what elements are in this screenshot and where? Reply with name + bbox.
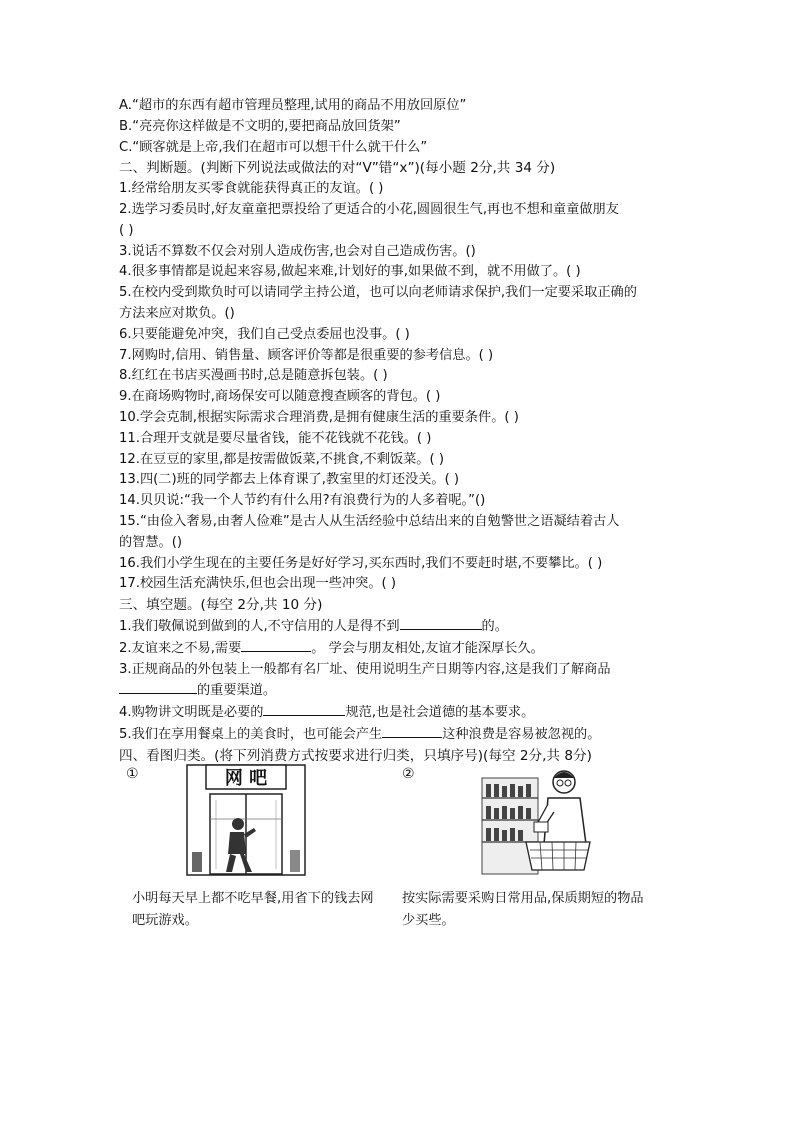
fill-item-1 [119,616,679,638]
judge-item: 9.在商场购物时,商场保安可以随意搜查顾客的背包。( ) [119,389,441,405]
internet-cafe-illustration [186,764,306,876]
judge-item: 2.选学习委员时,好友童童把票投给了更适合的小花,圆圆很生气,再也不想和童童做朋友 [119,201,619,217]
fill-text: 3.正规商品的外包装上一般都有名厂址、使用说明生产日期等内容,这是我们了解商品 [119,661,611,677]
judge-item: 16.我们小学生现在的主要任务是好好学习,买东西时,我们不要赶时堪,不要攀比。( ) [119,555,603,571]
option-a: A.“超市的东西有超市管理员整理,试用的商品不用放回原位” [119,98,467,113]
fill-text: 的。 [481,618,508,634]
judge-item: 1.经常给朋友买零食就能获得真正的友谊。( ) [119,181,384,197]
figure-1-caption: 小明每天早上都不吃早餐,用省下的钱去网吧玩游戏。 [132,891,374,928]
judge-item: 10.学会克制,根据实际需求合理消费,是拥有健康生活的重要条件。( ) [119,409,519,425]
figures-area [0,760,794,960]
fill-item-5 [119,724,679,746]
section4-title: 四、看图归类。(将下列消费方式按要求进行归类，只填序号)(每空 2分,共 8分) [119,747,592,764]
judge-item: 11.合理开支就是要尽量省钱，能不花钱就不花钱。( ) [119,430,432,446]
judge-item: 方法来应对欺负。() [119,305,235,321]
judge-item: 12.在豆豆的家里,都是按需做饭菜,不挑食,不剩饭菜。( ) [119,451,444,467]
judge-item: 7.网购时,信用、销售量、顾客评价等都是很重要的参考信息。( ) [119,347,494,363]
fill-item-4 [119,702,679,724]
figure-1-illustration [186,764,306,876]
fill-text: 4.购物讲文明既是必要的 [119,705,264,721]
judge-item: 8.红红在书店买漫画书时,总是随意拆包装。( ) [119,368,388,384]
judge-item: ( ) [119,222,134,238]
figure-2-caption: 按实际需要采购日常用品,保质期短的物品少买些。 [402,891,644,928]
judge-item: 3.说话不算数不仅会对别人造成伤害,也会对自己造成伤害。() [119,243,476,259]
fill-text: 规范,也是社会道德的基本要求。 [345,705,535,721]
figure-1-number: ① [126,766,139,782]
option-b: B.“亮亮你这样做是不文明的,要把商品放回货架” [119,118,401,134]
judge-item: 6.只要能避免冲突，我们自己受点委屈也没事。( ) [119,326,410,342]
section3-title: 三、填空题。(每空 2分,共 10 分) [119,597,323,614]
fill-text: 。 学会与朋友相处,友谊才能深厚长久。 [311,640,544,656]
judge-item: 5.在校内受到欺负时可以请同学主持公道，也可以向老师请求保护,我们一定要采取正确的 [119,285,637,301]
fill-item-3-cont [119,680,679,702]
option-c: C.“顾客就是上帝,我们在超市可以想干什么就干什么” [119,139,428,155]
fill-text: 2.友谊来之不易,需要 [119,640,242,656]
fill-item-3 [119,660,679,681]
fill-blank[interactable] [119,680,197,694]
supermarket-shopper-illustration [478,764,598,878]
fill-text: 1.我们敬佩说到做到的人,不守信用的人是得不到 [119,618,400,634]
fill-text: 这种浪费是容易被忽视的。 [442,726,601,742]
figure-2-number: ② [402,766,415,782]
judge-item: 15.“由俭入奢易,由奢人俭难”是古人从生活经验中总结出来的自勉警世之语凝结着古人 [119,513,620,529]
fill-blank[interactable] [400,616,482,630]
fill-item-2 [119,638,679,660]
judge-item: 17.校园生活充满快乐,但也会出现一些冲突。( ) [119,576,397,592]
fill-blank[interactable] [263,702,345,716]
section2-title: 二、判断题。(判断下列说法或做法的对“V”错“x”)(每小题 2分,共 34 分) [119,160,556,177]
worksheet-content [119,96,679,767]
judge-item: 4.很多事情都是说起来容易,做起来难,计划好的事,如果做不到，就不用做了。( ) [119,264,581,280]
fill-text: 的重要渠道。 [197,683,277,699]
judge-item: 14.贝贝说:“我一个人节约有什么用?有浪费行为的人多着呢。”() [119,493,486,509]
internet-cafe-sign: 网 吧 [224,768,268,789]
fill-text: 5.我们在享用餐桌上的美食时，也可能会产生 [119,726,383,742]
fill-blank[interactable] [382,724,442,738]
figure-2-illustration [478,764,598,878]
fill-blank[interactable] [241,638,311,652]
judge-item: 的智慧。() [119,534,183,550]
judge-item: 13.四(二)班的同学都去上体育课了,教室里的灯还没关。( ) [119,472,460,488]
